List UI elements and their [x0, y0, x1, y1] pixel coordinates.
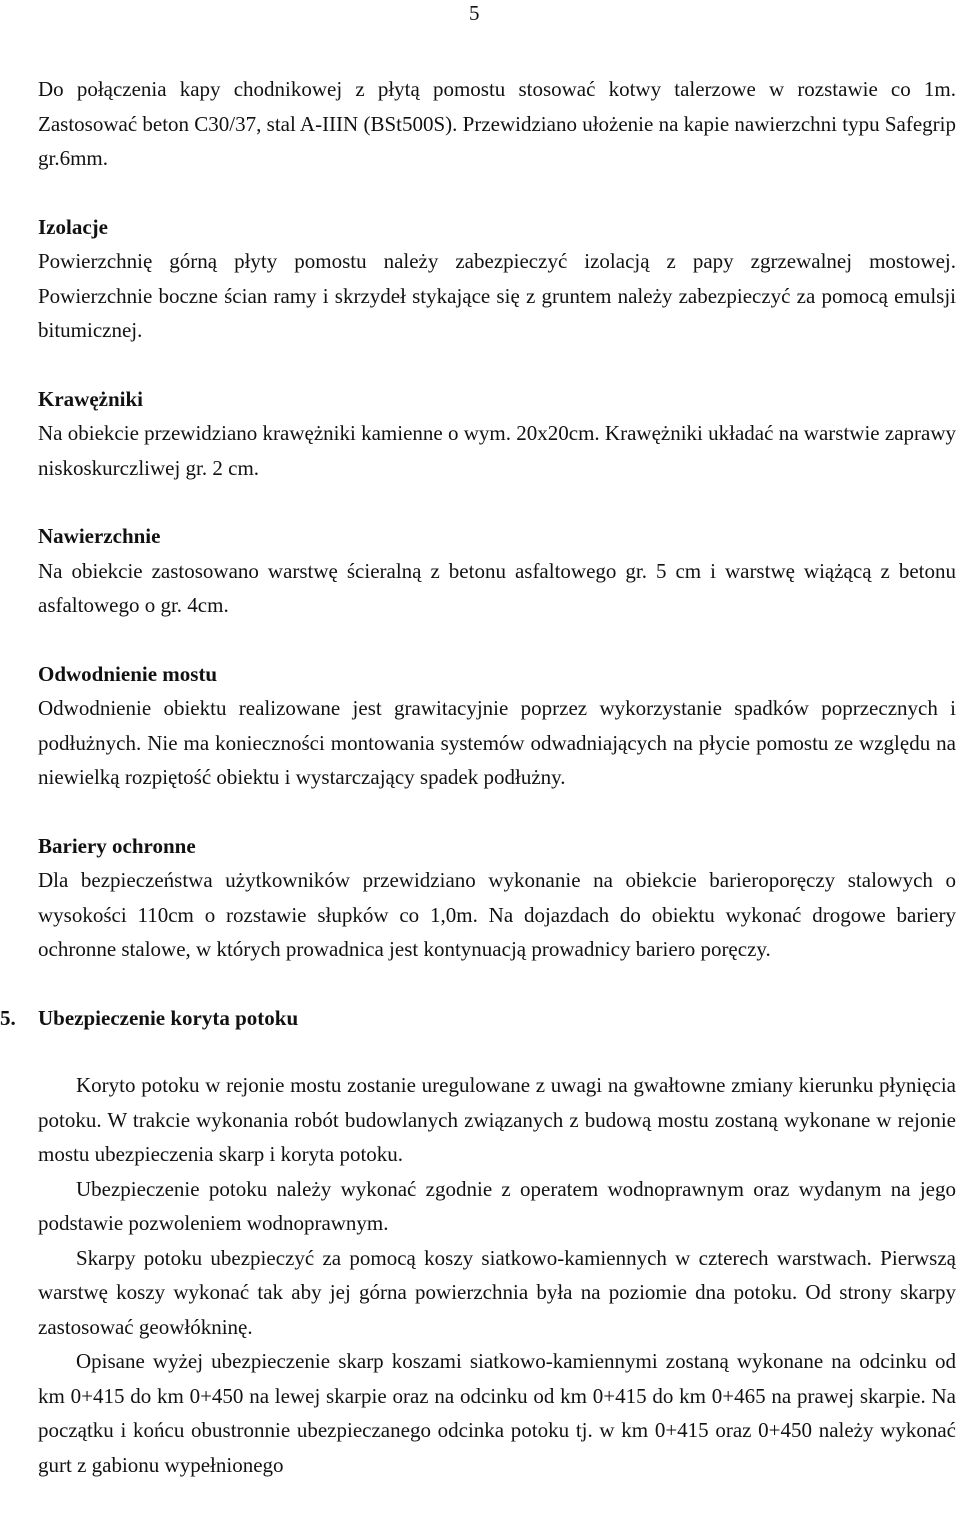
spacer	[38, 967, 956, 1001]
heading-odwodnienie: Odwodnienie mostu	[38, 661, 218, 686]
page-number: 5	[469, 1, 480, 25]
section-number: 5.	[0, 1005, 16, 1030]
spacer	[38, 623, 956, 657]
document-body	[0, 72, 956, 1482]
spacer	[38, 1035, 956, 1068]
heading-krawezniki: Krawężniki	[38, 386, 143, 411]
section-5-heading	[0, 1001, 956, 1036]
paragraph-section5-4: Opisane wyżej ubezpieczenie skarp koszami siatkowo-kamiennymi zostaną wykonane na odcinku od km 0+415 do km 0+450 na lewej skarpie oraz na odcinku od km 0+415 do km 0+465 na prawej skarpie. Na początku i końcu obustronnie ubezpieczanego odcinka potoku tj. w km 0+415 oraz 0+450 należy wykonać gurt z gabionu wypełnionego	[38, 1349, 956, 1477]
paragraph-intro: Do połączenia kapy chodnikowej z płytą pomostu stosować kotwy talerzowe w rozstawie co 1m. Zastosować beton C30/37, stal A-IIIN (BSt500S). Przewidziano ułożenie na kapie nawierzchni typu Safegrip gr.6mm.	[38, 77, 956, 170]
paragraph-nawierzchnie: Na obiekcie zastosowano warstwę ścieralną z betonu asfaltowego gr. 5 cm i warstwę wiążącą z betonu asfaltowego o gr. 4cm.	[38, 558, 956, 617]
paragraph-krawezniki: Na obiekcie przewidziano krawężniki kamienne o wym. 20x20cm. Krawężniki układać na warstwie zaprawy niskoskurczliwej gr. 2 cm.	[38, 421, 956, 480]
section-title: Ubezpieczenie koryta potoku	[38, 1005, 299, 1030]
paragraph-section5-2: Ubezpieczenie potoku należy wykonać zgodnie z operatem wodnoprawnym oraz wydanym na jego podstawie pozwoleniem wodnoprawnym.	[38, 1176, 956, 1235]
heading-izolacje: Izolacje	[38, 214, 108, 239]
paragraph-izolacje: Powierzchnię górną płyty pomostu należy zabezpieczyć izolacją z papy zgrzewalnej mostowej. Powierzchnie boczne ścian ramy i skrzydeł stykające się z gruntem należy zabezpieczyć za pomocą emulsji bitumicznej.	[38, 249, 956, 342]
spacer	[38, 176, 956, 210]
paragraph-bariery: Dla bezpieczeństwa użytkowników przewidziano wykonanie na obiekcie barieroporęczy stalowych o wysokości 110cm o rozstawie słupków co 1,0m. Na dojazdach do obiektu wykonać drogowe bariery ochronne stalowe, w których prowadnica jest kontynuacją prowadnicy bariero poręczy.	[38, 868, 956, 961]
heading-bariery: Bariery ochronne	[38, 833, 196, 858]
paragraph-odwodnienie: Odwodnienie obiektu realizowane jest grawitacyjnie poprzez wykorzystanie spadków poprzecznych i podłużnych. Nie ma konieczności montowania systemów odwadniających na płycie pomostu ze względu na niewielką rozpiętość obiektu i wystarczający spadek podłużny.	[38, 696, 956, 789]
spacer	[38, 348, 956, 382]
paragraph-section5-3: Skarpy potoku ubezpieczyć za pomocą koszy siatkowo-kamiennych w czterech warstwach. Pierwszą warstwę koszy wykonać tak aby jej górna powierzchnia była na poziomie dna potoku. Od strony skarpy zastosować geowłókninę.	[38, 1245, 956, 1339]
spacer	[38, 795, 956, 829]
spacer	[38, 485, 956, 519]
paragraph-section5-1: Koryto potoku w rejonie mostu zostanie uregulowane z uwagi na gwałtowne zmiany kierunku płynięcia potoku. W trakcie wykonania robót budowlanych związanych z budową mostu zostaną wykonane w rejonie mostu ubezpieczenia skarp i koryta potoku.	[38, 1073, 956, 1166]
heading-nawierzchnie: Nawierzchnie	[38, 524, 161, 548]
